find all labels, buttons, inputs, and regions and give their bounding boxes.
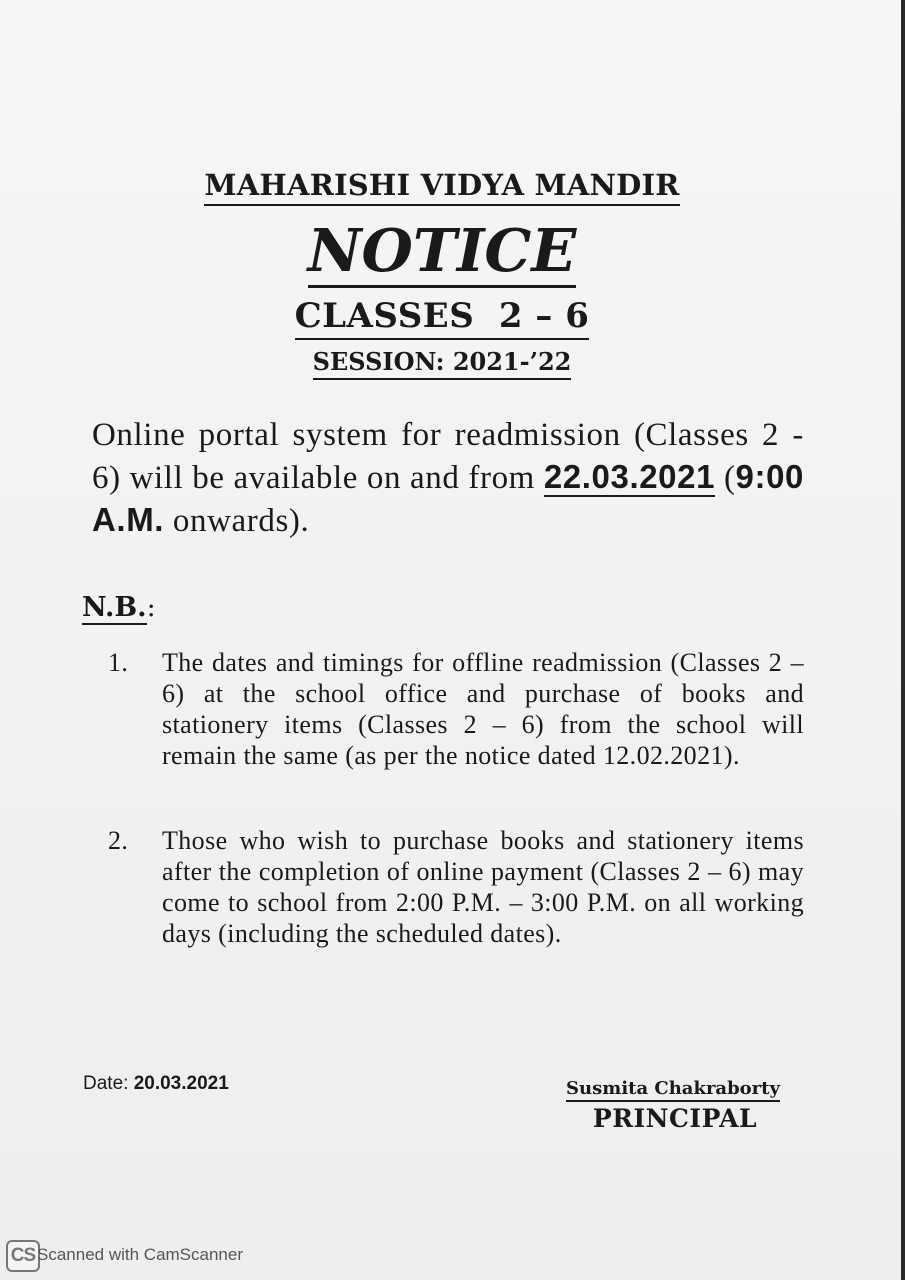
signatory-name: Susmita Chakraborty	[540, 1078, 806, 1099]
intro-date: 22.03.2021	[543, 458, 716, 495]
intro-lead: Online portal system for readmission (Classes 2 - 6) will be available on and from	[92, 417, 804, 496]
camscanner-logo-icon: CS	[6, 1240, 40, 1272]
nb-item-number: 1.	[108, 648, 129, 677]
nb-item-text: The dates and timings for offline readmission (Classes 2 – 6) at the school office and purchase of books and stationery items (Classes 2 – 6) from the school will remain the same (as per the notice dated 12.02.2021).	[162, 648, 804, 770]
intro-time: 9:00 A.M.	[92, 458, 804, 538]
intro-tail: onwards).	[172, 503, 310, 539]
date-label: Date:	[83, 1073, 129, 1094]
nb-item-number: 2.	[108, 826, 129, 855]
intro-paragraph	[92, 414, 804, 542]
classes-heading: CLASSES 2 – 6	[0, 296, 884, 336]
date-value: 20.03.2021	[133, 1073, 229, 1094]
nb-item	[108, 825, 804, 949]
camscanner-watermark: Scanned with CamScanner	[37, 1245, 244, 1264]
scan-edge	[901, 0, 905, 1280]
nb-item	[108, 647, 804, 771]
notice-date	[83, 1073, 229, 1095]
notice-heading: NOTICE	[0, 216, 884, 285]
nb-item-text: Those who wish to purchase books and stationery items after the completion of online payment (Classes 2 – 6) may come to school from 2:00 P.M. – 3:00 P.M. on all working days (including the scheduled dates).	[162, 826, 804, 948]
school-name: MAHARISHI VIDYA MANDIR	[0, 168, 884, 202]
signatory-title: PRINCIPAL	[592, 1104, 758, 1133]
intro-open-paren: (	[723, 460, 736, 496]
session-heading: SESSION: 2021-’22	[0, 347, 884, 376]
nb-label: N.B.:	[82, 592, 156, 623]
